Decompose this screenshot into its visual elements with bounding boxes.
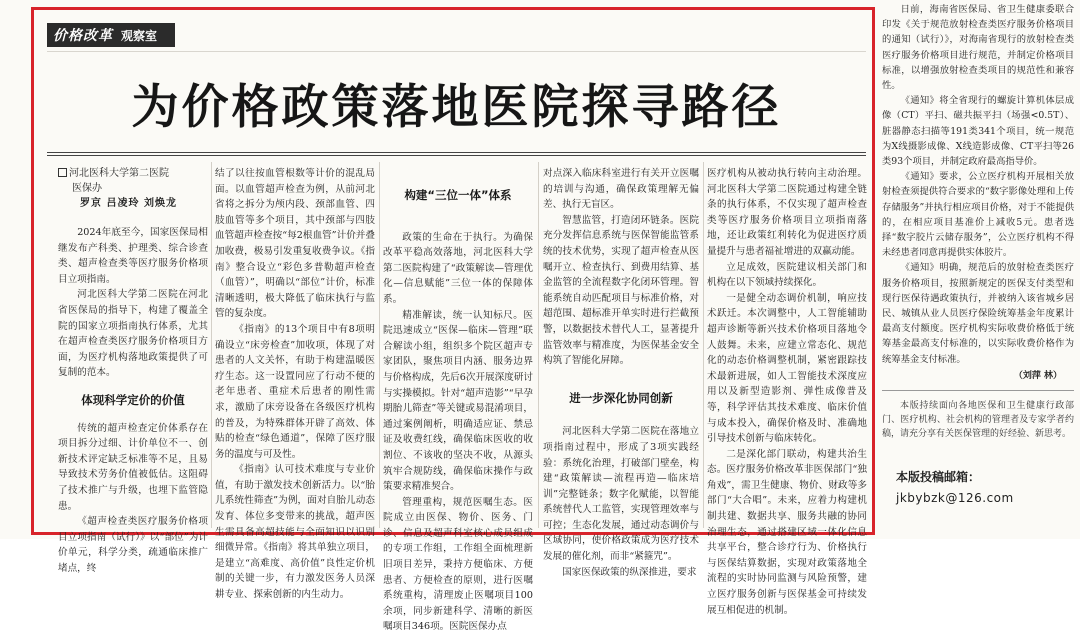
article-column-5 [707,166,867,616]
author-org-line [58,166,208,181]
side-article-byline: （刘萍 林） [1013,370,1062,381]
column-divider [211,162,212,528]
paragraph: 医疗机构从被动执行转向主动治理。河北医科大学第二医院通过构建全链条的执行体系，不仅实现了超声检查类等医疗服务价格项目立项指南落地，还让政策红利转化为促进医疗质量提升与患者福祉增进的双赢动能。 [707,168,867,257]
paragraph: 国家医保政策的纵深推进，要求 [562,566,697,578]
headline-area [47,60,866,146]
paragraph: 对点深入临床科室进行有关开立医嘱的培训与沟通，确保政策理解无偏差、执行无盲区。 [543,168,699,211]
contribution-box [882,468,1074,518]
paragraph: 传统的超声检查定价体系存在项目拆分过细、计价单位不一、创新技术评定缺乏标准等不足，且易导致技术劳务价值被低估。这阻碍了技术推广与升级，也埋下监管隐患。 [58,422,208,512]
paragraph: 河北医科大学第二医院在落地立项指南过程中，形成了3项实践经验：系统化治理，打破部门壁垒，构建“政策解读—流程再造—临床培训”完整链条；数字化赋能，以智能系统替代人工监管，实现管理效率与可控；生态化发展，通过动态调价与区域协同，使价格政策成为医疗技术发展的催化剂，而非“紧箍咒”。 [543,426,699,563]
headline-divider [47,152,866,156]
paragraph: 2024年底至今，国家医保局相继发布产科类、护理类、综合诊查类、超声检查类等医疗服务价格项目立项指南。 [58,227,208,285]
section-subheading: 体现科学定价的价值 [81,392,185,407]
paragraph: 《通知》要求，公立医疗机构开展相关放射检查须提供符合要求的“数字影像处理和上传存储服务”并执行相应项目价格，对于不能提供的，在相应项目基准价上减收5元。患者选择“数字胶片云储存服务”，公立医疗机构不得未经患者同意再提供实体胶片。 [882,171,1074,259]
paragraph: 政策的生命在于执行。为确保改革平稳高效落地，河北医科大学第二医院构建了“政策解读—管理优化—信息赋能”三位一体的保障体系。 [383,231,533,305]
paragraph: 立足成效，医院建议相关部门和机构在以下领域持续探化。 [707,261,867,289]
article-column-3 [383,166,534,633]
paragraph: 日前，海南省医保局、省卫生健康委联合印发《关于规范放射检查类医疗服务价格项目的通知（试行）》，对海南省现行的放射检查类医疗服务价格项目进行规范，并制定价格项目标准，以增强放射检查类项目的规范性和兼容性。 [882,4,1074,92]
paragraph: 《通知》明确，规范后的放射检查类医疗服务价格项目，按照新规定的医保支付类型和现行医保待遇政策执行，并被纳入该省城乡居民、城镇从业人员医疗保险统筹基金年度累计最高支付额度。医疗机构实际收费价格低于统筹基金最高支付标准的，以实际收费价格作为统筹基金支付标准。 [882,262,1074,365]
section-subheading: 进一步深化协同创新 [569,390,673,405]
paragraph: 《超声检查类医疗服务价格项目立项指南（试行）》以“部位”为计价单元，科学分类，疏通临床推广堵点，终 [58,516,208,574]
author-block [58,166,208,211]
author-org: 河北医科大学第二医院 [69,168,169,179]
paragraph: 智慧监管，打造闭环链条。医院充分发挥信息系统与医保智能监管系统的技术优势，实现了超声检查从医嘱开立、检查执行、到费用结算、基金监管的全流程数字化闭环管理。智能系统自动匹配项目与标准价格，对超范围、超标准开单实时进行拦截预警，以数据技术替代人工，显著提升监管效率与精准度，为医保基金安全构筑了智能化屏障。 [543,214,699,367]
article-column-4 [543,166,699,578]
contribution-title: 本版投稿邮箱： [896,470,981,484]
section-banner-title: 价格改革 [53,28,113,44]
section-banner [47,23,175,47]
paragraph: 《通知》将全省现行的螺旋计算机体层成像（CT）平扫、磁共振平扫（场强<0.5T）、脏器静态扫描等191类341个项目，统一规范为X线摄影成像、X线造影成像、CT平扫等26类93个项目，并制定政府最高指导价。 [882,95,1074,168]
paragraph: 精准解读，统一认知标尺。医院迅速成立“医保—临床—管理”联合解读小组，组织多个院区超声专家团队，聚焦项目内涵、服务边界与价格构成，先后6次开展深度研讨与实操模拟。针对“超声造影”“早孕期胎儿筛查”等关键或易混淆项目，通过案例阐析，明确适应证、禁忌证及收费红线，确保临床医收的收割位、不该收的坚决不收，从源头筑牢合规防线，确保临床操作与政策要求精准契合。 [383,309,534,493]
column-divider [538,162,539,528]
banner-rule [47,51,866,52]
article-headline: 为价格政策落地医院探寻路径 [131,79,782,135]
paragraph: 结了以往按血管根数等计价的混乱局面。以血管超声检查为例，从前河北省将之拆分为颅内段、颈部血管、四肢血管等多个项目，其中颈部与四肢血管超声检查按“每2根血管”计价并叠加收费，极易引发重复收费争议。《指南》整合设立“彩色多普勒超声检查（血管）”，明确以“部位”计价，标准清晰透明，极大降低了临床执行与监管的复杂度。 [215,168,375,320]
side-divider [882,390,1074,391]
contribution-email[interactable]: jkbybzk@126.com [896,491,1014,505]
paragraph: 一是健全动态调价机制，响应技术跃迁。本次调整中，人工智能辅助超声诊断等新兴技术价格项目落地令人鼓舞。未来，应建立常态化、规范化的动态价格调整机制，紧密跟踪技术最新进展，如人工智能技术深度应用以及新型造影剂、弹性成像普及等，科学评估其技术难度、临床价值与成本投入，确保价格及时、准确地引导技术创新与临床转化。 [707,292,867,445]
byline-box-icon [58,168,67,177]
column-divider [703,162,704,528]
article-column-2 [215,166,375,601]
paragraph: 河北医科大学第二医院在河北省医保局的指导下，构建了覆盖全院的国家立项指南执行体系，尤其在超声检查类医疗服务价格项目方面，为医疗机构落地政策提供了可复制的范本。 [58,289,208,379]
author-names: 罗京 吕凌玲 刘焕龙 [80,198,177,209]
section-subheading: 构建“三位一体”体系 [404,188,512,202]
section-banner-subtitle: 观察室 [121,28,158,43]
paragraph: 二是深化部门联动，构建共治生态。医疗服务价格改革非医保部门“独角戏”，需卫生健康、物价、财政等多部门“大合唱”。未来，应着力构建机制共建、数据共享、服务共融的协同治理生态，通过搭建区域一体化信息共享平台，整合诊疗行为、价格执行与医保结算数据，实现对政策落地全流程的实时协同监测与风险预警，建立医疗服务创新与医保基金可持续发展互相促进的机制。 [707,448,867,616]
paragraph: 《指南》认可技术难度与专业价值，有助于激发技术创新活力。以“胎儿系统性筛查”为例，面对自胎儿动态发育、体位多变带来的挑战，超声医生需具备高超技能与全面知识以识别细微异常。《指南》将其单独立项目，是建立“高难度、高价值”良性定价机制的关键一步，有力激发医务人员深耕专业、探索创新的内生动力。 [215,464,375,601]
author-dept: 医保办 [72,183,102,194]
article-column-1 [58,166,208,574]
paragraph: 管理重构，规范医嘱生态。医院成立由医保、物价、医务、门诊、信息及超声科室核心成员组成的专项工作组，工作组全面梳理新旧项目差异，秉持方便临床、方便患者、方便检查的原则，进行医嘱系统重构，清理废止医嘱项目100余项，同步新建科学、清晰的新医嘱项目346项。医院医保办点 [383,496,533,633]
side-article [882,2,1074,441]
editorial-notice: 本版持续面向各地医保和卫生健康行政部门、医疗机构、社会机构的管理者及专家学者约稿，请充分享有关医保管理的好经验、新思考。 [882,401,1074,440]
column-divider [379,162,380,528]
paragraph: 《指南》的13个项目中有8项明确设立“床旁检查”加收项，体现了对患者的人文关怀，有助于构建温暖医疗生态。这一设置同应了行动不便的老年患者、重症术后患者的刚性需求，激励了床旁设备在各级医疗机构的普及，为特殊群体开辟了高效、体贴的检查“绿色通道”，保障了医疗服务的温度与可及性。 [215,323,375,460]
